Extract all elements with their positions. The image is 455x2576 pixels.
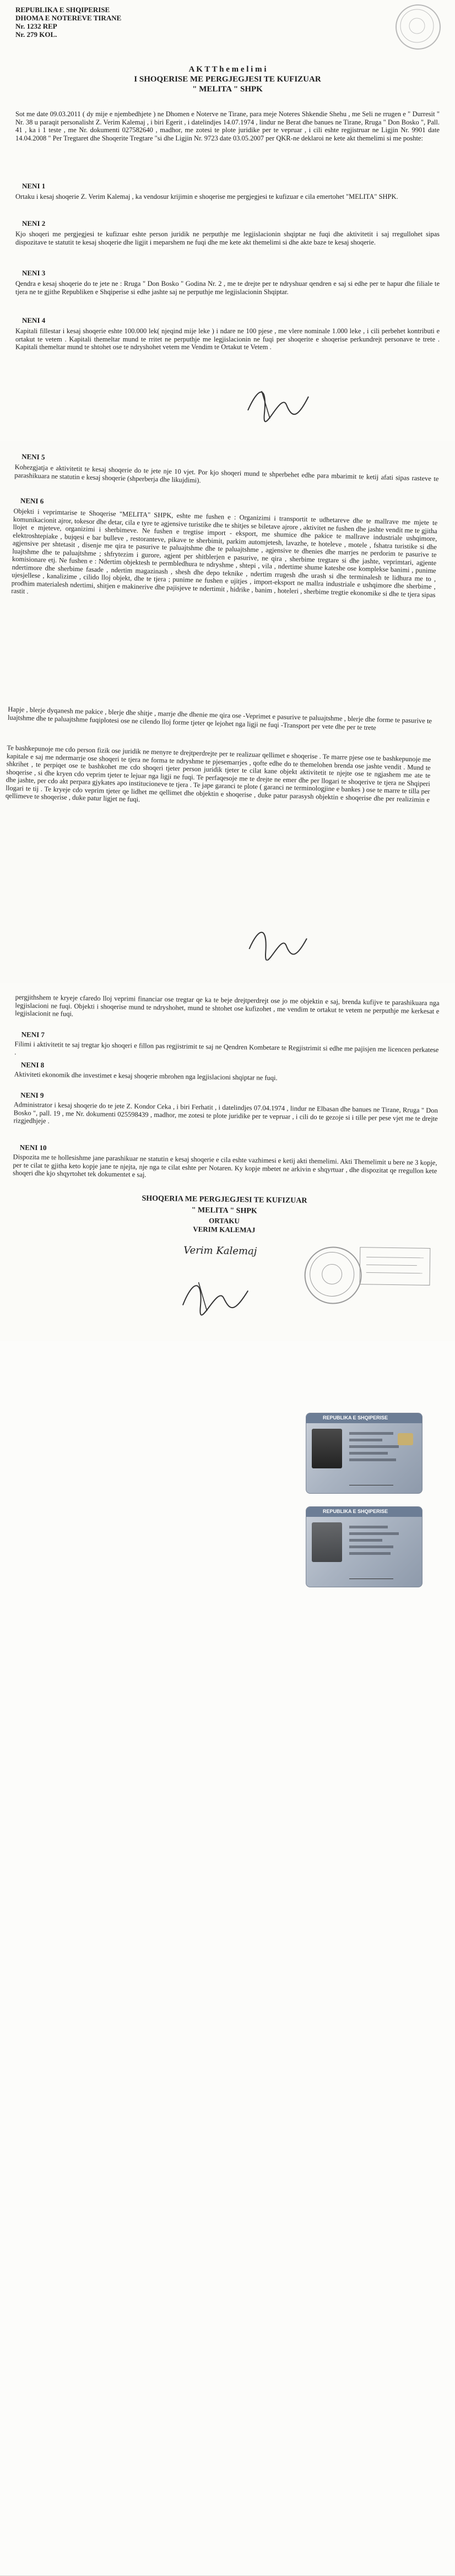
signature-scribble-icon [177,1272,255,1317]
article-heading: NENI 1 [22,182,46,190]
article-text: Administrator i kesaj shoqerie do te jete Z. Kondor Ceka , i biri Ferhatit , i datelindjes 07.04.1974 , lindur ne Elbasan dhe banues ne Tirane, Rruga " Don Bosko ", pall. 19 , me Nr. dokumenti 025598439 , madhor, me zotesi te plote juridike per te vepruar , i cili do te gezoje si i tille per pese vjet me te drejte rizgjedhjeje . [13,1100,438,1125]
document-page-3 [0,983,455,1342]
signature-scribble-icon [245,921,312,962]
article-heading: NENI 9 [20,1091,44,1100]
article-heading: NENI 2 [22,219,46,227]
article-text: pergjithshem te kryeje cfaredo lloj veprimi financiar ose tregtar qe ka te beje drejtperdrejt ose jo me objektin e saj, brenda kufijve te parashikuara nga legjislacioni ne fuqi. Objekti i shoqerise mund te ndryshohet, mund te shtohet ose kufizohet , me vendim te ortakut te vetem ne perputhje me kerkesat e legjislacionit ne fuqi. [15,993,440,1018]
deed-title: A K T T h e m e l i m i [188,65,267,74]
document-page-4 [0,1341,455,2576]
notary-stamp-box-icon [359,1247,430,1286]
notary-stamp-icon [396,4,441,50]
article-text: Kjo shoqeri me pergjegjesi te kufizuar eshte person juridik ne perputhje me legjislacionin shqiptar ne fuqi dhe aktivitetit i saj rregullohet sipas dispozitave te statutit te kesaj shoqerie dhe ligjit i meparshem ne fuqi dhe me kete akt themelimi si dhe akte baze te kesaj shoqerie. [15,230,440,246]
article-heading: NENI 10 [19,1143,47,1152]
stamp-graphic [396,4,438,47]
article-text: Aktiviteti ekonomik dhe investimet e kesaj shoqerie mbrohen nga legjislacioni shqiptar ne fuqi. [14,1070,278,1082]
header-line: DHOMA E NOTEREVE TIRANE [15,14,122,22]
article-text: Objekti i veprimtarise te Shoqerise "MELITA" SHPK, eshte me fushen e : Organizimi i transportit te udhetareve dhe te mallrave me mjete te komunikacionit ajror, tokesor dhe detar, cila e tyre te agjensive turistike dhe te shitjes se biletave ajrore , aktivitet ne fushen dhe jashte vendit me te gjitha llojet e mjeteve, organizimi i sherbimeve. Ne fushen e tregtise import - eksport, me shumice dhe pakice te mallrave industriale ushqimore, elektroshtepiake , bujqesi e bar bulleve , restoranteve, pikave te sherbimit, parkim automjetesh, lavazhe, te hoteleve , motele , fshatra turistike si dhe agjensive per shtetasit , disenje me qira te pasurive te paluajtshme dhe te paluajtshme , agjensive te dhenies dhe marrjes ne perdorim te pasurive te luajtshme dhe te paluajtshme ; shfrytezim i gurore, agjent per shitblerjen e pasurive, ne qira , sherbime tregtare si dhe jashte, veprimtari, agjente komisionare etj. Ne fushen e : Ndertim objektesh te permbledhura te ndryshme , shtepi , vila , ndertime shume kateshe ose komplekse banimi , punime ndertimore dhe sherbime fasade , ndertim magazinash , shesh dhe depo teknike , ndertim rrugesh dhe urash si dhe terminalesh te lidhura me to , ujesjellese , kanalizime , cilido lloj objekt, dhe te tjera ; punime ne fushen e ujitjes , import-eksport ne mallra industriale e ushqimore dhe sherbime , prodhim materialesh ndertimi, shitjen e makinerive dhe pajisjeve te ndertimit , hidrike , banim , hoteleri , sherbime tregtie ekonomike si dhe te tjera sipas rastit . [11,507,438,599]
id-signature-line [349,1573,393,1579]
document-page-1 [0,0,455,441]
id-card-back [306,1506,422,1587]
closing-company-name: " MELITA " SHPK [191,1206,257,1216]
article-text: Filimi i aktivitetit te saj tregtar kjo shoqeri e fillon pas regjistrimit te saj ne Qendren Kombetare te Regjistrimit si edhe me pajisjen me licencen perkatese . [14,1040,439,1056]
article-heading: NENI 7 [21,1030,45,1039]
id-card-label: REPUBLIKA E SHQIPERISE [323,1509,388,1514]
article-text: Dispozita me te hollesishme jane parashikuar ne statutin e kesaj shoqerie e cila eshte vazhimesi e ketij akti themelimi. Akti Themelimit u bere ne 3 kopje, per te cilat te gjitha keto kopje jane te njejta, nje nga te cilat eshte per Notaren. Ky kopje mbetet ne arkivin e shqyrtuar , dhe dispozitat qe rregullon kete shoqeri dhe kjo shqyrtohet tek dokumentet e saj. [13,1153,437,1179]
article-text: Qendra e kesaj shoqerie do te jete ne : Rruga " Don Bosko " Godina Nr. 2 , me te drejte per te ndryshuar qendren e saj si edhe per te hapur dhe filiale te tjera ne te gjithe Republiken e Shqiperise si edhe jashte saj ne perputhje me legjislacionin Shqiptar. [15,280,440,296]
document-page-2 [0,441,455,984]
article-heading: NENI 5 [21,452,45,462]
article-text: Te bashkepunoje me cdo person fizik ose juridik ne menyre te drejtperdrejte per te realizuar qellimet e shoqerise . Te marre pjese ose te bashkepunoje me kapitale e saj me ndermarrje ose shoqeri te tjera ne forma te ndryshme te pjesemarrjes , qofte edhe do te themelohen brenda ose jashte vendit . Mund te shkrihet , te perpiqet ose te bashkohet me cdo shoqeri tjeter person juridik tjeter te cilat kane objekt aktivitetit te njejte ose te ngjashem me ate te shoqerise , si dhe kryen cdo veprim tjeter te lejuar nga ligji ne fuqi. Te perfaqesoje me te drejte ne emer dhe per llogari te shoqerive te tjera ne Shqiperi dhe jashte, per cdo akt perpara gjykates apo institucioneve te tjera . Te jape garanci te plote ( garanci ne terminologjine e bankes ) ose te marre te tilla per llogari te tij . Te kryeje cdo veprim tjeter qe lidhet me qellimet dhe objektin e shoqerise , duke patur parasysh objektin e shoqerise dhe per realizimin e qellimeve te shoqerise , duke patur ligjet ne fuqi. [5,744,431,804]
intro-paragraph: Sot me date 09.03.2011 ( dy mije e njembedhjete ) ne Dhomen e Noterve ne Tirane, para meje Noteres Shkendie Shehu , me Seli ne rrugen e " Durresit " Nr. 38 u paraqit personalisht Z. Verim Kalemaj , i biri Egerit , i datelindjes 14.07.1974 , lindur ne Berat dhe banues ne Tirane, Rruga " Don Bosko ", Pall. 41 , ka i 1 teste , me Nr. dokumenti 027582640 , madhor, me zotesi te plote juridike per te vepruar , i cili eshte regjistruar ne Ligjin Nr. 9901 date 14.04.2008 " Per Tregtaret dhe Shoqerite Tregtare "si dhe Ligjin Nr. 9723 date 03.05.2007 per QKR-ne deklaroi ne kete akt themelimi si me poshte: [15,110,440,142]
deed-subtitle: I SHOQERISE ME PERGJEGJESI TE KUFIZUAR [134,75,321,84]
article-text: Kohezgjatja e aktivitetit te kesaj shoqerie do te jete nje 10 vjet. Por kjo shoqeri mund te shperbehet edhe para mbarimit te ketij afati sipas rasteve te parashikuara ne statutin e kesaj shoqerie (shperberja dhe likujdimi). [14,463,439,484]
header-line: Nr. 279 KOL. [15,30,57,39]
id-card-front [306,1413,422,1494]
id-photo-icon [312,1522,342,1562]
article-text: Ortaku i kesaj shoqerie Z. Verim Kalemaj , ka vendosur krijimin e shoqerise me pergjegjesi te kufizuar e cila emertohet "MELITA" SHPK. [15,193,398,200]
header-line: Nr. 1232 REP [15,22,57,30]
article-heading: NENI 4 [22,316,46,324]
signature-scribble-icon [242,380,314,424]
closing-role: ORTAKU [209,1216,240,1225]
notary-seal-icon [304,1246,362,1304]
company-name: " MELITA " SHPK [192,85,263,94]
article-text: Kapitali fillestar i kesaj shoqerie eshte 100.000 lek( njeqind mije leke ) i ndare ne 100 pjese , me vlere nominale 1.000 leke , i cili perbehet kontributi e ortakut te vetem . Kapitali themeltar mund te rritet ne perputhje me legjislacionin ne fuqi per shoqerite e shoqerise perkundrejt personave te trete . Kapitali themeltar mund te shtohet ose te ndryshohet vetem me Vendim te Ortakut te Vetem . [15,327,440,351]
article-heading: NENI 6 [20,496,44,506]
id-signature-line [349,1479,393,1485]
seal-graphic [304,1246,360,1302]
stamp-box-graphic [361,1249,428,1283]
handwritten-signature: Verim Kalemaj [183,1244,257,1257]
id-card-label: REPUBLIKA E SHQIPERISE [323,1415,388,1420]
header-line: REPUBLIKA E SHQIPERISE [15,6,110,14]
article-heading: NENI 3 [22,269,46,277]
notary-header [15,6,121,39]
closing-company-type: SHOQERIA ME PERGJEGJESI TE KUFIZUAR [142,1194,307,1205]
article-heading: NENI 8 [20,1060,45,1070]
id-photo-icon [312,1429,342,1468]
article-text: Hapje , blerje dyqanesh me pakice , blerje dhe shitje , marrje dhe dhenie me qira ose -Veprimet e pasurive te paluajtshme , blerje dhe forme te pasurive te luajtshme dhe te paluajtshme fuqiplotesi ose ne cilendo lloj forme tjeter qe lejohet nga ligji ne fuqi -Transport per vete dhe per te trete [7,705,432,731]
chip-icon [398,1433,413,1445]
closing-signatory: VERIM KALEMAJ [193,1224,256,1234]
